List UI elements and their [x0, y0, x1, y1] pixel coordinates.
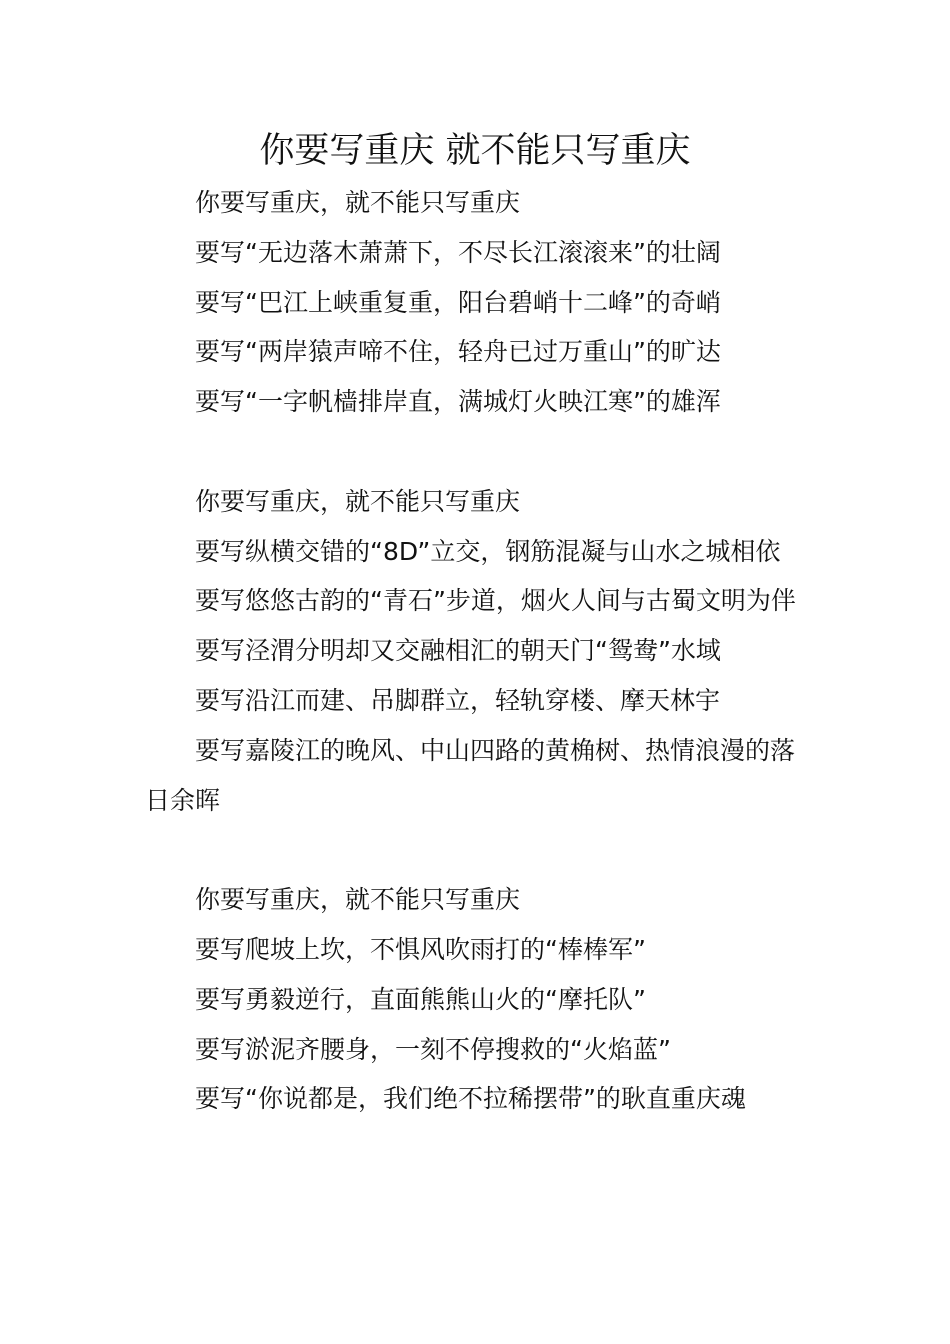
stanza-3-line-2: 要写爬坡上坎，不惧风吹雨打的“棒棒军”	[195, 934, 646, 964]
stanza-separator	[145, 825, 810, 875]
stanza-3-line-4: 要写淤泥齐腰身，一刻不停搜救的“火焰蓝”	[195, 1034, 671, 1064]
stanza-1-line-3: 要写“巴江上峡重复重，阳台碧峭十二峰”的奇峭	[195, 287, 721, 317]
stanza-2-line-1: 你要写重庆，就不能只写重庆	[195, 486, 521, 516]
stanza-2-line-5: 要写沿江而建、吊脚群立，轻轨穿楼、摩天林宇	[195, 685, 721, 715]
stanza-3-line-3: 要写勇毅逆行，直面熊熊山火的“摩托队”	[195, 984, 646, 1014]
stanza-3-line-5: 要写“你说都是，我们绝不拉稀摆带”的耿直重庆魂	[195, 1084, 746, 1114]
stanza-1-line-2: 要写“无边落木萧萧下，不尽长江滚滚来”的壮阔	[195, 237, 721, 267]
stanza-3-line-1: 你要写重庆，就不能只写重庆	[195, 885, 521, 915]
stanza-2-line-3: 要写悠悠古韵的“青石”步道，烟火人间与古蜀文明为伴	[195, 586, 796, 616]
stanza-separator	[145, 427, 810, 477]
stanza-2-line-6: 要写嘉陵江的晚风、中山四路的黄桷树、热情浪漫的落日余晖	[145, 735, 796, 815]
document-body	[145, 178, 810, 1124]
document-title: 你要写重庆 就不能只写重庆	[259, 131, 691, 171]
stanza-1-line-5: 要写“一字帆樯排岸直，满城灯火映江寒”的雄浑	[195, 387, 721, 417]
stanza-1-line-1: 你要写重庆，就不能只写重庆	[195, 188, 521, 217]
stanza-2-line-4: 要写泾渭分明却又交融相汇的朝天门“鸳鸯”水域	[195, 636, 721, 666]
stanza-1-line-4: 要写“两岸猿声啼不住，轻舟已过万重山”的旷达	[195, 337, 721, 367]
stanza-2-line-2: 要写纵横交错的“8D”立交，钢筋混凝与山水之城相依	[195, 536, 781, 566]
